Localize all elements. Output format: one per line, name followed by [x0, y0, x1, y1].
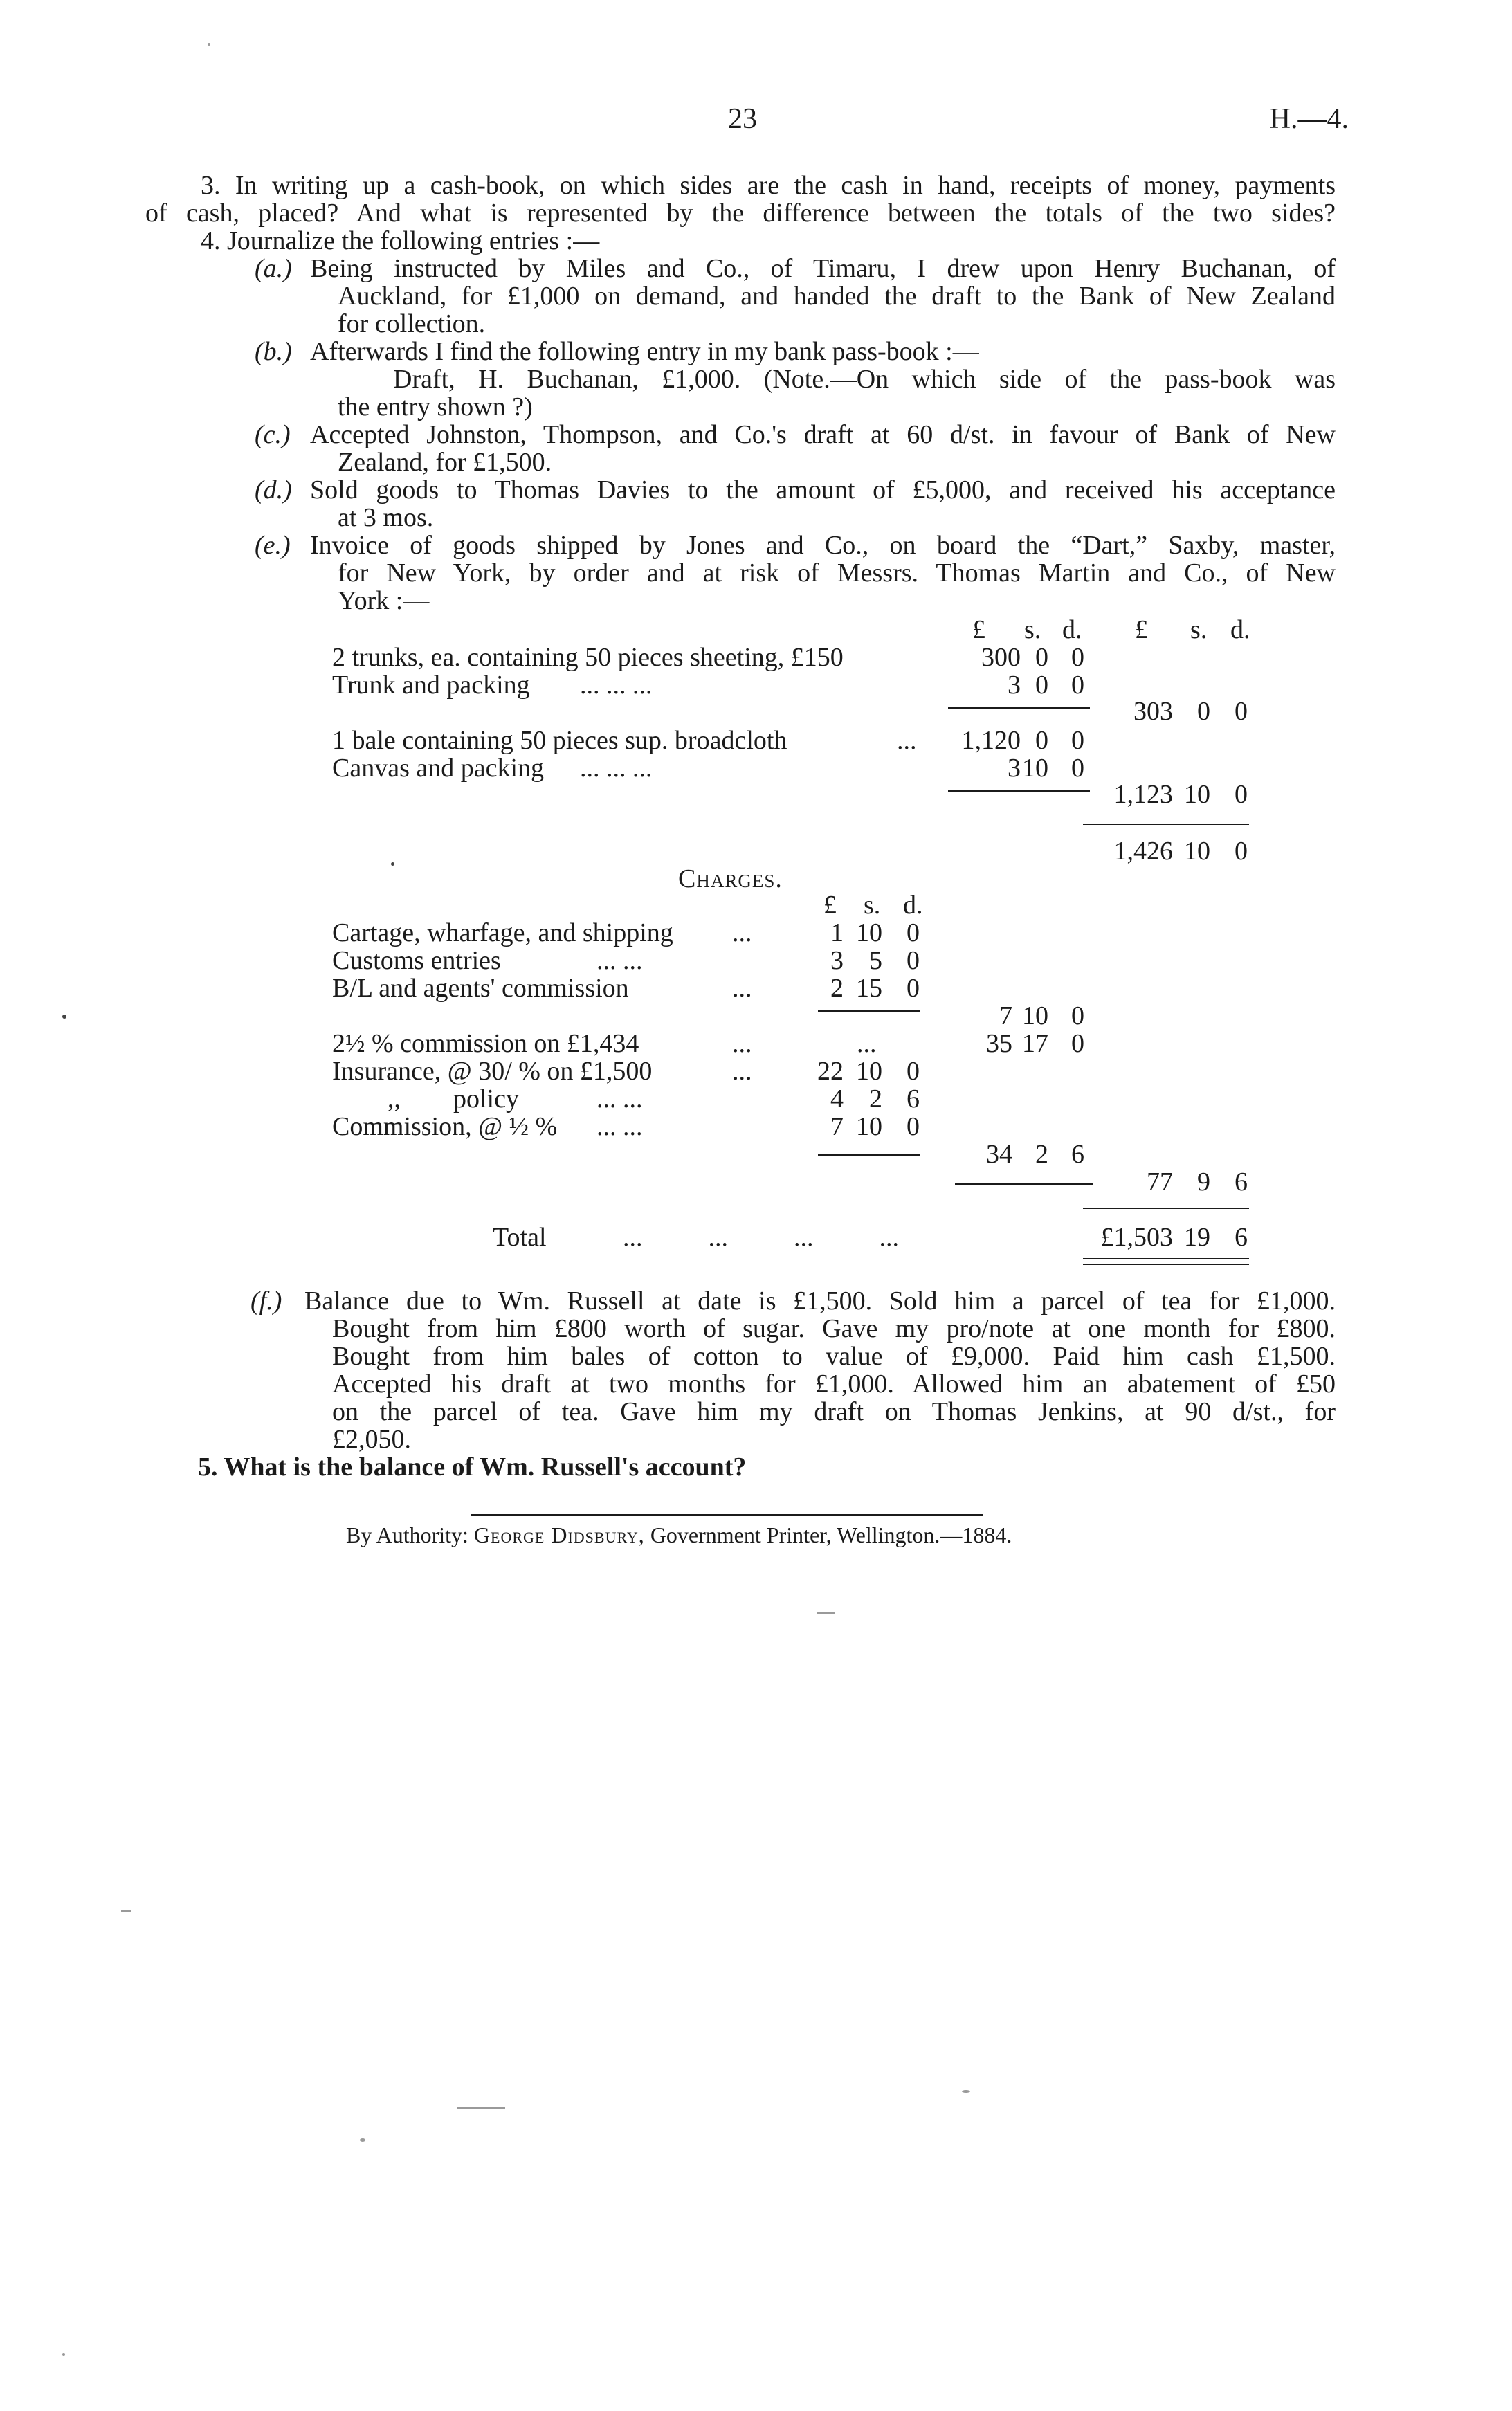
- entry-f-line-3: Bought from him bales of cotton to value of £9,000. Paid him cash £1,500.: [332, 1342, 1336, 1371]
- insurance-shilling-3: 10: [856, 1112, 882, 1141]
- entry-a-label: (a.): [255, 254, 292, 283]
- goods-pound-3: 1,120: [961, 726, 1021, 755]
- commission-shilling: 17: [1022, 1029, 1048, 1058]
- charge-desc-1: Cartage, wharfage, and shipping: [332, 918, 673, 947]
- charge-pence-2: 0: [907, 946, 920, 975]
- rule-grand-total-top: [1083, 1208, 1249, 1209]
- insurance-pound-3: 7: [830, 1112, 844, 1141]
- insurance-shilling-1: 10: [856, 1057, 882, 1086]
- charge-desc-3: B/L and agents' commission: [332, 974, 629, 1003]
- subtotal-2-shilling: 10: [1184, 780, 1210, 809]
- charge-desc-2: Customs entries: [332, 946, 501, 975]
- entry-f-line-1: Balance due to Wm. Russell at date is £1,500. Sold him a parcel of tea for £1,000.: [304, 1286, 1336, 1316]
- commission-pence: 0: [1071, 1029, 1084, 1058]
- commission-mid-dots: ...: [857, 1029, 877, 1058]
- goods-pound-4: 3: [1008, 754, 1021, 783]
- subtotal-2-pound: 1,123: [1113, 780, 1173, 809]
- question-4-intro: 4. Journalize the following entries :—: [201, 226, 600, 255]
- commission-pound: 35: [986, 1029, 1012, 1058]
- imprint-prefix: By Authority:: [346, 1522, 468, 1547]
- rule-goods-2: [948, 790, 1090, 792]
- scan-speck: [121, 1910, 131, 1912]
- goods-shilling-4: 10: [1022, 754, 1048, 783]
- question-3-line-1: 3. In writing up a cash-book, on which sides are the cash in hand, receipts of money, payments: [201, 171, 1336, 200]
- charges-heading: Charges.: [678, 864, 783, 893]
- charge-pound-2: 3: [830, 946, 844, 975]
- charges-subtotal-pence: 0: [1071, 1001, 1084, 1030]
- goods-desc-4: Canvas and packing: [332, 754, 545, 783]
- charge-dots-2: ... ...: [596, 946, 643, 975]
- insurance-pound-1: 22: [817, 1057, 844, 1086]
- entry-e-line-3: York :—: [338, 586, 430, 615]
- entry-a-line-3: for collection.: [338, 309, 486, 338]
- entry-f-line-4: Accepted his draft at two months for £1,000. Allowed him an abatement of £50: [332, 1370, 1336, 1399]
- col-header-shilling-2: s.: [1190, 615, 1208, 644]
- charge-pence-3: 0: [907, 974, 920, 1003]
- charge-shilling-3: 15: [856, 974, 882, 1003]
- insurance-pence-2: 6: [907, 1084, 920, 1113]
- charges-total-pence: 6: [1235, 1167, 1248, 1197]
- entry-f-label: (f.): [251, 1286, 282, 1316]
- charges-total-shilling: 9: [1197, 1167, 1210, 1197]
- subtotal-1-pound: 303: [1133, 697, 1173, 726]
- scan-speck: [208, 43, 210, 46]
- charges-col-pence: d.: [903, 891, 923, 920]
- scan-speck: [817, 1612, 835, 1614]
- subtotal-2-pence: 0: [1235, 780, 1248, 809]
- entry-c-line-1: Accepted Johnston, Thompson, and Co.'s draft at 60 d/st. in favour of Bank of New: [310, 420, 1336, 449]
- charges-col-pound: £: [823, 891, 837, 920]
- goods-desc-2: Trunk and packing: [332, 671, 530, 700]
- entry-e-line-2: for New York, by order and at risk of Messrs. Thomas Martin and Co., of New: [338, 558, 1336, 588]
- rule-grand-total-double-1: [1083, 1258, 1249, 1259]
- charge-pound-3: 2: [830, 974, 844, 1003]
- goods-pound-2: 3: [1008, 671, 1021, 700]
- rule-grand-total-double-2: [1083, 1264, 1249, 1265]
- entry-d-label: (d.): [255, 475, 292, 504]
- goods-total-pence: 0: [1235, 837, 1248, 866]
- goods-pence-3: 0: [1071, 726, 1084, 755]
- total-shilling: 19: [1184, 1223, 1210, 1252]
- insurance-desc-1: Insurance, @ 30/ % on £1,500: [332, 1057, 653, 1086]
- charges-total-pound: 77: [1147, 1167, 1173, 1197]
- imprint-rule: [471, 1514, 983, 1516]
- insurance-subtotal-shilling: 2: [1035, 1140, 1048, 1169]
- scan-speck: [962, 2090, 970, 2093]
- entry-a-line-1: Being instructed by Miles and Co., of Timaru, I drew upon Henry Buchanan, of: [310, 254, 1336, 283]
- goods-dots-4: ... ... ...: [580, 754, 653, 783]
- scan-speck: [360, 2138, 365, 2142]
- entry-f-line-6: £2,050.: [332, 1425, 411, 1454]
- entry-f-line-5: on the parcel of tea. Gave him my draft on Thomas Jenkins, at 90 d/st., for: [332, 1397, 1336, 1426]
- entry-b-line-3: the entry shown ?): [338, 392, 533, 421]
- total-dots: ... ... ... ...: [623, 1223, 899, 1252]
- entry-d-line-1: Sold goods to Thomas Davies to the amount of £5,000, and received his acceptance: [310, 475, 1336, 504]
- goods-pence-1: 0: [1071, 643, 1084, 672]
- charges-subtotal-pound: 7: [999, 1001, 1012, 1030]
- total-pence: 6: [1235, 1223, 1248, 1252]
- col-header-pound-2: £: [1135, 615, 1148, 644]
- goods-shilling-2: 0: [1035, 671, 1048, 700]
- page-number: 23: [728, 103, 757, 135]
- insurance-shilling-2: 2: [869, 1084, 882, 1113]
- charges-subtotal-shilling: 10: [1022, 1001, 1048, 1030]
- insurance-dots-1: ...: [732, 1057, 752, 1086]
- rule-charges-total: [955, 1183, 1093, 1185]
- insurance-subtotal-pound: 34: [986, 1140, 1012, 1169]
- goods-shilling-1: 0: [1035, 643, 1048, 672]
- col-header-pence-2: d.: [1230, 615, 1250, 644]
- subtotal-1-pence: 0: [1235, 697, 1248, 726]
- question-3-line-2: of cash, placed? And what is represented by the difference between the totals of the two sides?: [145, 199, 1336, 228]
- subtotal-1-shilling: 0: [1197, 697, 1210, 726]
- entry-b-line-1: Afterwards I find the following entry in my bank pass-book :—: [310, 337, 979, 366]
- goods-dots-3: ...: [897, 726, 917, 755]
- charge-dots-3: ...: [732, 974, 752, 1003]
- insurance-pence-1: 0: [907, 1057, 920, 1086]
- insurance-pence-3: 0: [907, 1112, 920, 1141]
- scan-speck: [457, 2107, 505, 2109]
- entry-c-line-2: Zealand, for £1,500.: [338, 448, 552, 477]
- imprint-printer: George Didsbury,: [473, 1522, 645, 1547]
- goods-pound-1: 300: [981, 643, 1021, 672]
- scan-speck: [62, 2353, 65, 2356]
- entry-b-label: (b.): [255, 337, 292, 366]
- goods-desc-3: 1 bale containing 50 pieces sup. broadcloth: [332, 726, 787, 755]
- rule-insurance: [818, 1154, 920, 1156]
- charge-pound-1: 1: [830, 918, 844, 947]
- imprint: [346, 1522, 1012, 1547]
- commission-desc: 2½ % commission on £1,434: [332, 1029, 639, 1058]
- insurance-desc-2: ,, policy: [388, 1084, 519, 1113]
- commission-dots: ...: [732, 1029, 752, 1058]
- entry-c-label: (c.): [255, 420, 291, 449]
- entry-e-label: (e.): [255, 531, 291, 560]
- col-header-shilling-1: s.: [1024, 615, 1041, 644]
- question-5: 5. What is the balance of Wm. Russell's account?: [198, 1453, 747, 1482]
- goods-dots-2: ... ... ...: [580, 671, 653, 700]
- scan-speck: [62, 1015, 66, 1019]
- rule-charges: [818, 1010, 920, 1012]
- entry-d-line-2: at 3 mos.: [338, 503, 434, 532]
- goods-pence-4: 0: [1071, 754, 1084, 783]
- charge-shilling-2: 5: [869, 946, 882, 975]
- insurance-desc-3: Commission, @ ½ %: [332, 1112, 558, 1141]
- goods-shilling-3: 0: [1035, 726, 1048, 755]
- charge-dots-1: ...: [732, 918, 752, 947]
- insurance-dots-3: ... ...: [596, 1112, 643, 1141]
- col-header-pound-1: £: [972, 615, 985, 644]
- entry-b-line-2: Draft, H. Buchanan, £1,000. (Note.—On which side of the pass-book was: [393, 365, 1336, 394]
- charge-shilling-1: 10: [856, 918, 882, 947]
- total-pound: £1,503: [1100, 1223, 1173, 1252]
- goods-total-pound: 1,426: [1113, 837, 1173, 866]
- entry-a-line-2: Auckland, for £1,000 on demand, and handed the draft to the Bank of New Zealand: [338, 282, 1336, 311]
- insurance-dots-2: ... ...: [596, 1084, 643, 1113]
- scan-speck: [391, 862, 394, 866]
- entry-e-line-1: Invoice of goods shipped by Jones and Co., on board the “Dart,” Saxby, master,: [310, 531, 1336, 560]
- insurance-subtotal-pence: 6: [1071, 1140, 1084, 1169]
- charge-pence-1: 0: [907, 918, 920, 947]
- rule-goods-total: [1083, 824, 1249, 825]
- insurance-pound-2: 4: [830, 1084, 844, 1113]
- col-header-pence-1: d.: [1062, 615, 1082, 644]
- rule-goods-1: [948, 707, 1090, 709]
- goods-pence-2: 0: [1071, 671, 1084, 700]
- charges-col-shilling: s.: [864, 891, 881, 920]
- entry-f-line-2: Bought from him £800 worth of sugar. Gave my pro/note at one month for £800.: [332, 1314, 1336, 1343]
- imprint-suffix: Government Printer, Wellington.—1884.: [650, 1522, 1012, 1547]
- total-label: Total: [493, 1223, 547, 1252]
- document-reference: H.—4.: [1269, 103, 1349, 135]
- goods-total-shilling: 10: [1184, 837, 1210, 866]
- goods-desc-1: 2 trunks, ea. containing 50 pieces sheeting, £150: [332, 643, 844, 672]
